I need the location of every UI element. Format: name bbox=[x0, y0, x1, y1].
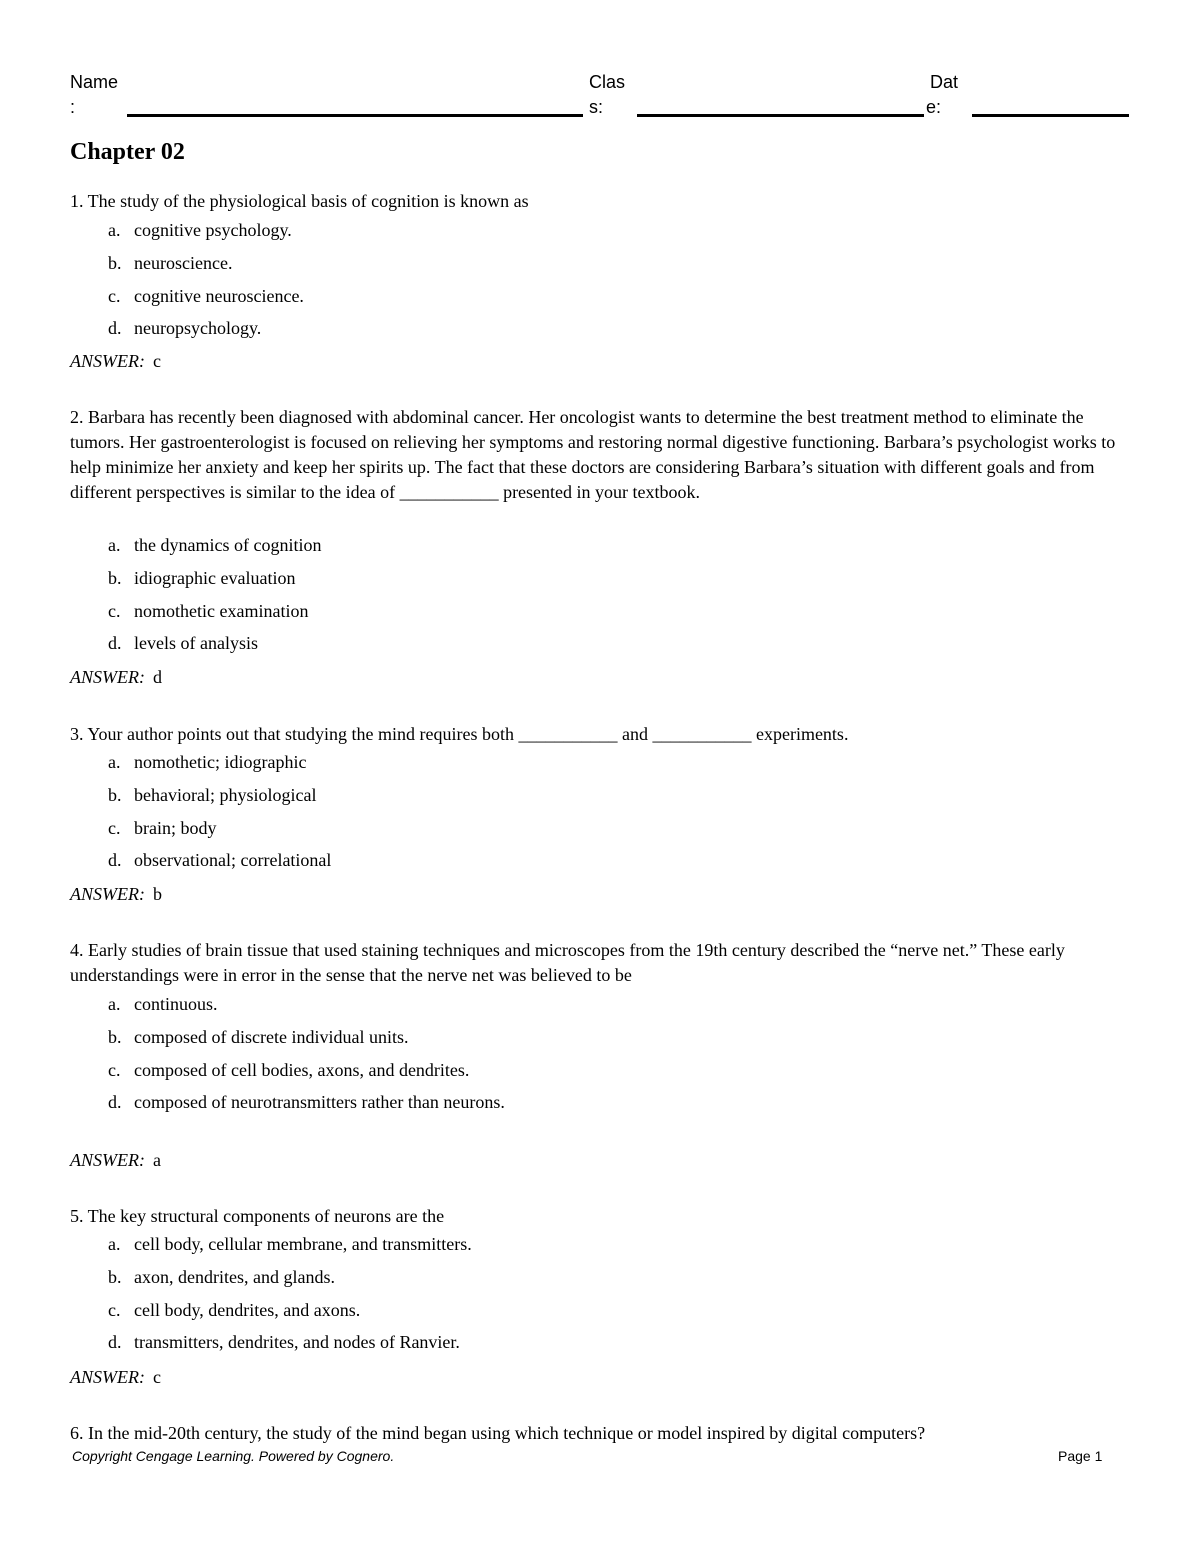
class-label-suffix: s: bbox=[589, 97, 604, 117]
footer-copyright: Copyright Cengage Learning. Powered by Cognero. bbox=[72, 1448, 395, 1464]
question-1-answer: ANSWER: c bbox=[70, 351, 161, 371]
question-5-text: 5. The key structural components of neurons are the bbox=[70, 1206, 445, 1226]
footer-page-number: Page 1 bbox=[1058, 1448, 1103, 1464]
class-field[interactable] bbox=[637, 114, 924, 117]
question-2-options bbox=[108, 533, 514, 664]
question-1-text: 1. The study of the physiological basis of cognition is known as bbox=[70, 191, 529, 211]
option-a[interactable]: a. the dynamics of cognition bbox=[108, 535, 322, 555]
question-4-options bbox=[108, 992, 514, 1123]
option-c[interactable]: c. cognitive neuroscience. bbox=[108, 285, 304, 306]
option-b[interactable]: b. composed of discrete individual units. bbox=[108, 1026, 409, 1047]
option-c[interactable]: c. cell body, dendrites, and axons. bbox=[108, 1299, 361, 1320]
question-5-answer: ANSWER: c bbox=[70, 1367, 161, 1387]
option-a[interactable]: a. continuous. bbox=[108, 994, 218, 1014]
question-3-answer: ANSWER: b bbox=[70, 884, 162, 904]
question-4-answer: ANSWER: a bbox=[70, 1150, 161, 1170]
option-c[interactable]: c. composed of cell bodies, axons, and dendrites. bbox=[108, 1059, 470, 1080]
option-b[interactable]: b. axon, dendrites, and glands. bbox=[108, 1266, 335, 1287]
option-a[interactable]: a. nomothetic; idiographic bbox=[108, 752, 307, 772]
option-c[interactable]: c. nomothetic examination bbox=[108, 600, 309, 621]
question-4-text: 4. Early studies of brain tissue that used staining techniques and microscopes from the 19th century described the “nerve net.” These early understandings were in error in the sense that the nerve net was believed to be bbox=[70, 940, 1065, 985]
option-a[interactable]: a. cell body, cellular membrane, and transmitters. bbox=[108, 1234, 472, 1254]
date-label: Dat bbox=[930, 72, 959, 92]
question-5-options bbox=[108, 1232, 734, 1363]
question-6-text: 6. In the mid-20th century, the study of the mind began using which technique or model inspired by digital computers? bbox=[70, 1423, 926, 1443]
option-c[interactable]: c. brain; body bbox=[108, 817, 217, 838]
question-3-options bbox=[108, 750, 514, 881]
option-b[interactable]: b. behavioral; physiological bbox=[108, 784, 317, 805]
chapter-title: Chapter 02 bbox=[70, 139, 185, 165]
option-b[interactable]: b. neuroscience. bbox=[108, 252, 233, 273]
option-d[interactable]: d. observational; correlational bbox=[108, 850, 332, 871]
question-3-text: 3. Your author points out that studying the mind requires both ___________ and ___________ experiments. bbox=[70, 724, 849, 744]
option-b[interactable]: b. idiographic evaluation bbox=[108, 567, 296, 588]
question-1-options bbox=[108, 218, 514, 349]
option-d[interactable]: d. levels of analysis bbox=[108, 633, 258, 654]
option-d[interactable]: d. neuropsychology. bbox=[108, 318, 262, 339]
option-d[interactable]: d. transmitters, dendrites, and nodes of Ranvier. bbox=[108, 1332, 460, 1353]
name-label: Name bbox=[70, 72, 119, 92]
question-2-answer: ANSWER: d bbox=[70, 667, 162, 687]
class-label: Clas bbox=[589, 72, 626, 92]
name-colon: : bbox=[70, 97, 76, 117]
date-field[interactable] bbox=[972, 114, 1129, 117]
question-2-text: 2. Barbara has recently been diagnosed with abdominal cancer. Her oncologist wants to determine the best treatment method to eliminate the tumors. Her gastroenterologist is focused on relieving her symptoms and restoring normal digestive functioning. Barbara’s psychologist works to help minimize her anxiety and keep her spirits up. The fact that these doctors are considering Barbara’s situation with different goals and from different perspectives is similar to the idea of ___________ presented in your textbook. bbox=[70, 407, 1116, 502]
date-label-suffix: e: bbox=[926, 97, 942, 117]
name-field[interactable] bbox=[127, 114, 583, 117]
option-d[interactable]: d. composed of neurotransmitters rather than neurons. bbox=[108, 1092, 505, 1113]
option-a[interactable]: a. cognitive psychology. bbox=[108, 220, 292, 240]
